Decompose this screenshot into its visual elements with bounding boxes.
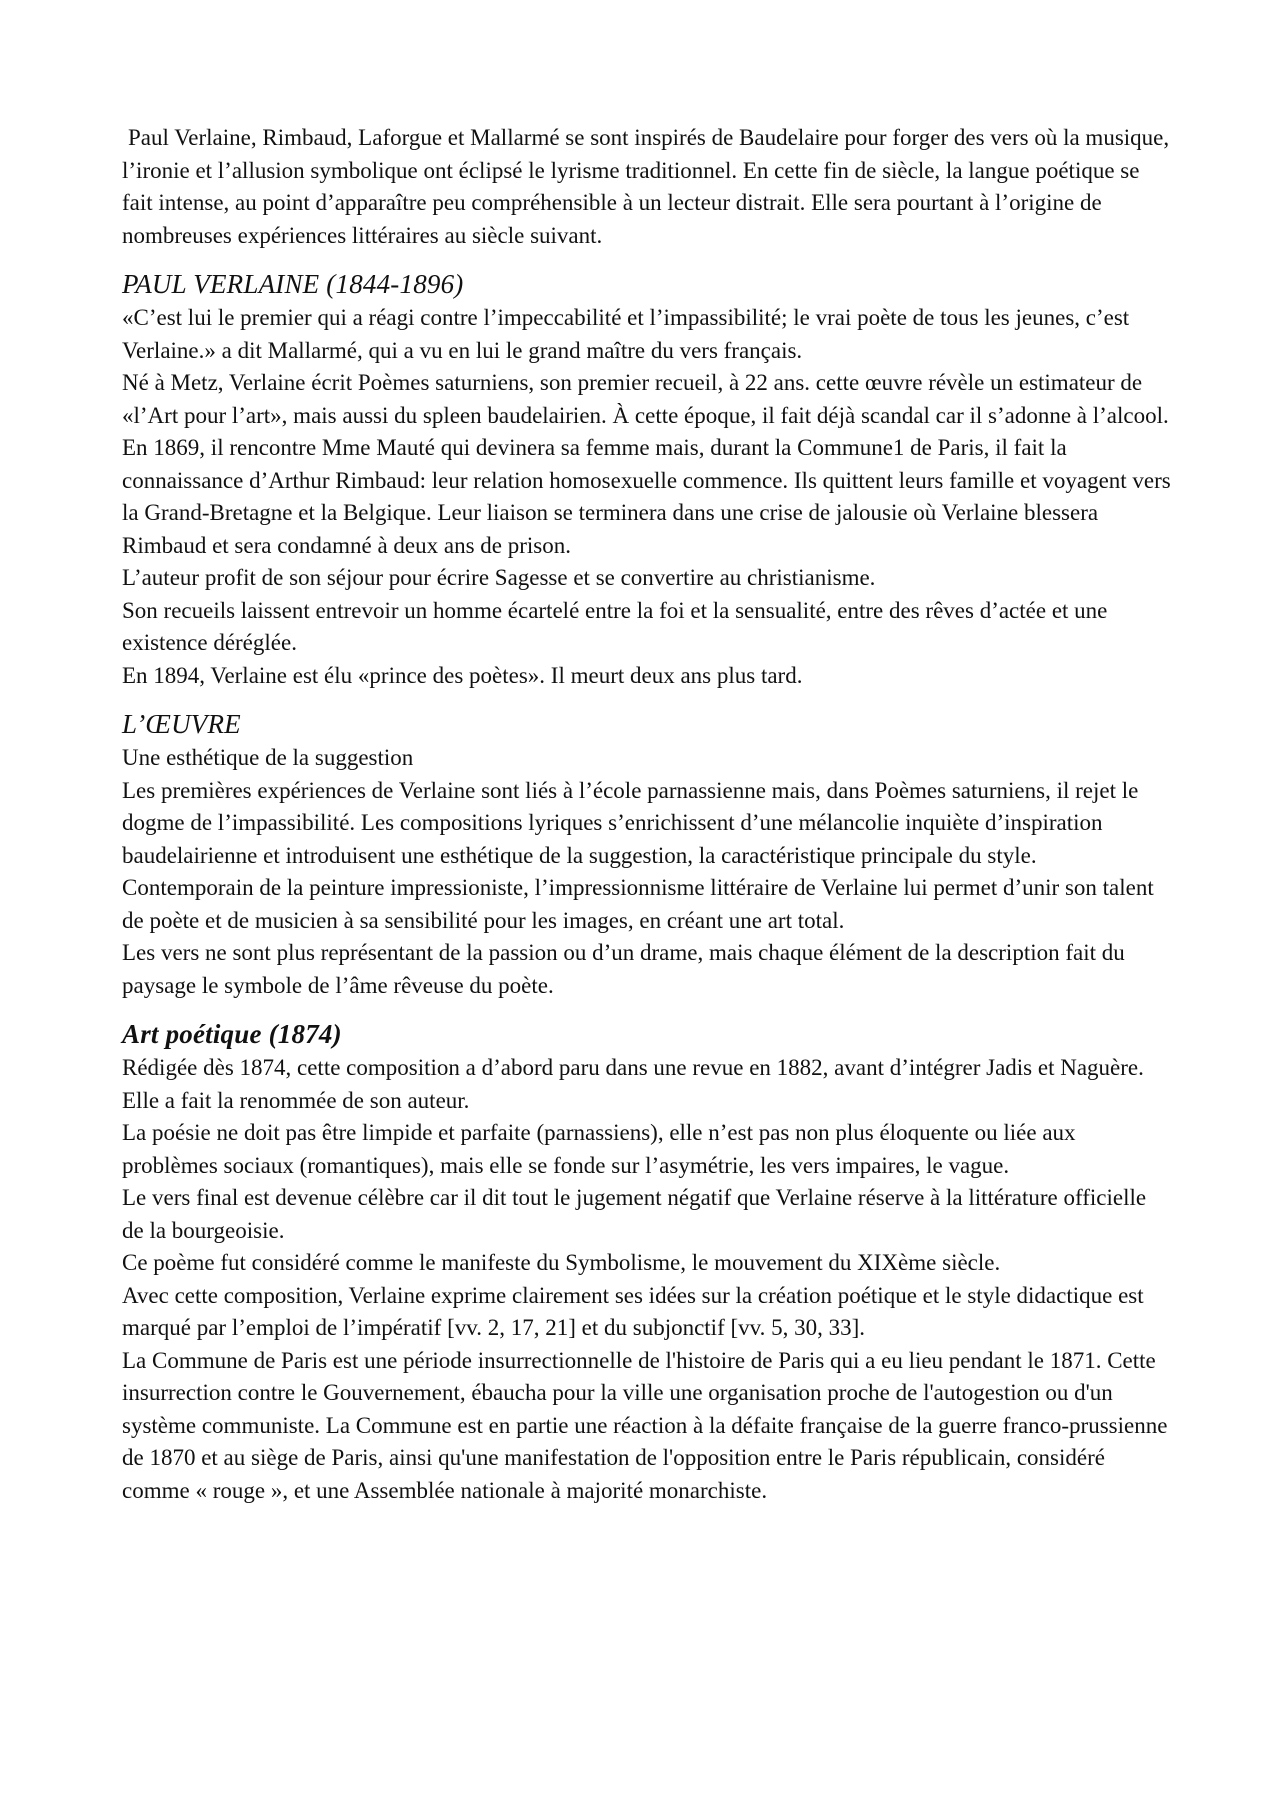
paragraph: En 1894, Verlaine est élu «prince des poètes». Il meurt deux ans plus tard. [122,662,803,688]
section-title: PAUL VERLAINE (1844-1896) [122,269,464,299]
paragraph: Une esthétique de la suggestion [122,745,414,770]
intro-paragraph: Paul Verlaine, Rimbaud, Laforgue et Mallarmé se sont inspirés de Baudelaire pour forger des vers où la musique, l’ironie et l’allusion symbolique ont éclipsé le lyrisme traditionnel. En cette fin de siècle, la langue poétique se fait intense, au point d’apparaître peu compréhensible à un lecteur distrait. Elle sera pourtant à l’origine de nombreuses expériences littéraires au siècle suivant. [122,125,1170,248]
section-title: L’ŒUVRE [122,709,241,739]
section-verlaine [122,266,1172,692]
paragraph: Le vers final est devenue célèbre car il dit tout le jugement négatif que Verlaine réserve à la littérature officielle de la bourgeoisie. [122,1185,1147,1243]
paragraph: Les vers ne sont plus représentant de la passion ou d’un drame, mais chaque élément de la description fait du paysage le symbole de l’âme rêveuse du poète. [122,940,1125,998]
section-art-poetique [122,1016,1172,1507]
paragraph: En 1869, il rencontre Mme Mauté qui devinera sa femme mais, durant la Commune1 de Paris, il fait la connaissance d’Arthur Rimbaud: leur relation homosexuelle commence. Ils quittent leurs famille et voyagent vers la Grand-Bretagne et la Belgique. Leur liaison se terminera dans une crise de jalousie où Verlaine blessera Rimbaud et sera condamné à deux ans de prison. [122,435,1171,558]
paragraph: La poésie ne doit pas être limpide et parfaite (parnassiens), elle n’est pas non plus éloquente ou liée aux problèmes sociaux (romantiques), mais elle se fonde sur l’asymétrie, les vers impaires, le vague. [122,1120,1076,1178]
section-title: Art poétique (1874) [122,1019,342,1049]
section-oeuvre [122,706,1172,1002]
paragraph: Avec cette composition, Verlaine exprime clairement ses idées sur la création poétique et le style didactique est marqué par l’emploi de l’impératif [vv. 2, 17, 21] et du subjonctif [vv. 5, 30, 33]. [122,1282,1144,1340]
paragraph: Rédigée dès 1874, cette composition a d’abord paru dans une revue en 1882, avant d’intégrer Jadis et Naguère. Elle a fait la renommée de son auteur. [122,1055,1144,1113]
paragraph: Les premières expériences de Verlaine sont liés à l’école parnassienne mais, dans Poèmes saturniens, il rejet le dogme de l’impassibilité. Les compositions lyriques s’enrichissent d’une mélancolie inquiète d’inspiration baudelairienne et introduisent une esthétique de la suggestion, la caractéristique principale du style. [122,777,1139,868]
document-page [122,122,1172,1521]
paragraph: Ce poème fut considéré comme le manifeste du Symbolisme, le mouvement du XIXème siècle. [122,1250,1001,1275]
paragraph: La Commune de Paris est une période insurrectionnelle de l'histoire de Paris qui a eu lieu pendant le 1871. Cette insurrection contre le Gouvernement, ébaucha pour la ville une organisation proche de l'autogestion ou d'un système communiste. La Commune est en partie une réaction à la défaite française de la guerre franco-prussienne de 1870 et au siège de Paris, ainsi qu'une manifestation de l'opposition entre le Paris républicain, considéré comme « rouge », et une Assemblée nationale à majorité monarchiste. [122,1347,1168,1503]
paragraph: Né à Metz, Verlaine écrit Poèmes saturniens, son premier recueil, à 22 ans. cette œuvre révèle un estimateur de «l’Art pour l’art», mais aussi du spleen baudelairien. À cette époque, il fait déjà scandal car il s’adonne à l’alcool. [122,370,1169,428]
paragraph: L’auteur profit de son séjour pour écrire Sagesse et se convertire au christianisme. [122,565,876,590]
paragraph: Son recueils laissent entrevoir un homme écartelé entre la foi et la sensualité, entre des rêves d’actée et une existence déréglée. [122,597,1108,655]
paragraph: Contemporain de la peinture impressioniste, l’impressionnisme littéraire de Verlaine lui permet d’unir son talent de poète et de musicien à sa sensibilité pour les images, en créant une art total. [122,875,1154,933]
paragraph: «C’est lui le premier qui a réagi contre l’impeccabilité et l’impassibilité; le vrai poète de tous les jeunes, c’est Verlaine.» a dit Mallarmé, qui a vu en lui le grand maître du vers français. [122,305,1130,363]
